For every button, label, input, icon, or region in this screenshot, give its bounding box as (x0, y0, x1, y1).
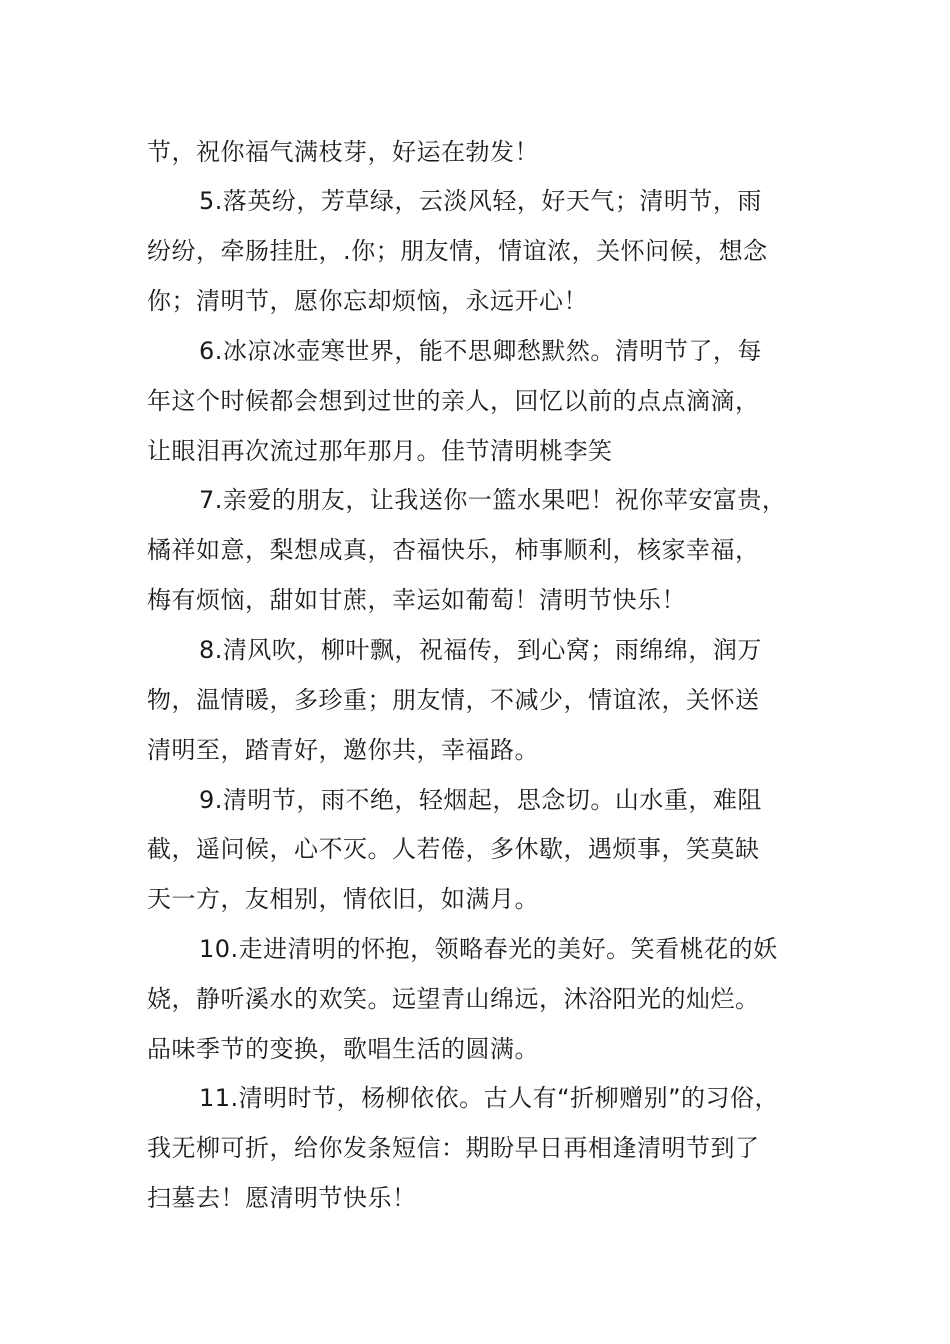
text-line: 品味季节的变换，歌唱生活的圆满。 (147, 1035, 539, 1063)
text-line: 年这个时候都会想到过世的亲人，回忆以前的点点滴滴， (147, 387, 760, 415)
text-line: 节，祝你福气满枝芽，好运在勃发！ (147, 138, 539, 166)
text-line: 让眼泪再次流过那年那月。佳节清明桃李笑 (147, 437, 613, 465)
text-line: 天一方，友相别，情依旧，如满月。 (147, 885, 539, 913)
paragraph-7-first-line: 7.亲爱的朋友，让我送你一篮水果吧！祝你苹安富贵， (199, 486, 787, 514)
text-line: 梅有烦恼，甜如甘蔗，幸运如葡萄！清明节快乐！ (147, 586, 686, 614)
text-line: 物，温情暖，多珍重；朋友情，不减少，情谊浓，关怀送 (147, 686, 760, 714)
text-line: 橘祥如意，梨想成真，杏福快乐，柿事顺利，核家幸福， (147, 536, 760, 564)
paragraph-10-first-line: 10.走进清明的怀抱，领略春光的美好。笑看桃花的妖 (199, 935, 778, 963)
paragraph-5-first-line: 5.落英纷，芳草绿，云淡风轻，好天气；清明节，雨 (199, 187, 762, 215)
text-line: 清明至，踏青好，邀你共，幸福路。 (147, 736, 539, 764)
paragraph-9-first-line: 9.清明节，雨不绝，轻烟起，思念切。山水重，难阻 (199, 786, 762, 814)
text-line: 扫墓去！愿清明节快乐！ (147, 1184, 417, 1212)
paragraph-8-first-line: 8.清风吹，柳叶飘，祝福传，到心窝；雨绵绵，润万 (199, 636, 762, 664)
paragraph-11-first-line: 11.清明时节，杨柳依依。古人有“折柳赠别”的习俗， (199, 1084, 780, 1112)
paragraph-6-first-line: 6.冰凉冰壶寒世界，能不思卿愁默然。清明节了，每 (199, 337, 762, 365)
text-line: 你；清明节，愿你忘却烦恼，永远开心！ (147, 287, 588, 315)
text-line: 我无柳可折，给你发条短信：期盼早日再相逢清明节到了 (147, 1134, 760, 1162)
text-line: 娆，静听溪水的欢笑。远望青山绵远，沐浴阳光的灿烂。 (147, 985, 760, 1013)
text-line: 纷纷，牵肠挂肚，.你；朋友情，情谊浓，关怀问候，想念 (147, 237, 768, 265)
text-line: 截，遥问候，心不灭。人若倦，多休歇，遇烦事，笑莫缺 (147, 835, 760, 863)
